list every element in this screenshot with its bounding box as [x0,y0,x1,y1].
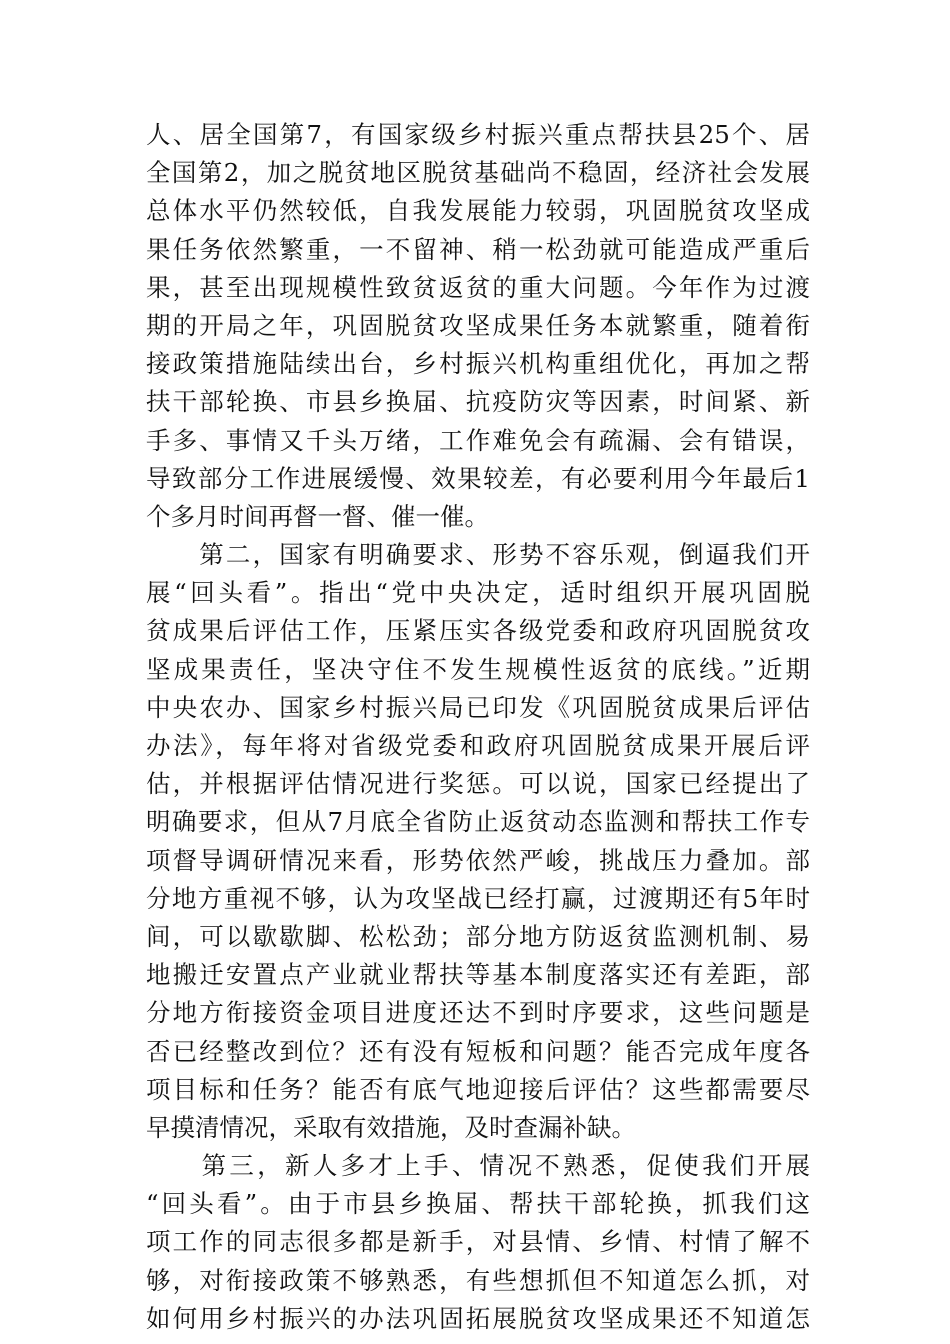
text-line: 人、居全国第7，有国家级乡村振兴重点帮扶县25个、居 [146,120,810,149]
paragraph-start-line: 第二，国家有明确要求、形势不容乐观，倒逼我们开 [146,540,810,570]
text-line: 估，并根据评估情况进行奖惩。可以说，国家已经提出了 [146,769,810,799]
text-line: 总体水平仍然较低，自我发展能力较弱，巩固脱贫攻坚成 [146,196,810,226]
text-line: 地搬迁安置点产业就业帮扶等基本制度落实还有差距，部 [146,960,810,990]
text-line: 项工作的同志很多都是新手，对县情、乡情、村情了解不 [146,1227,810,1257]
paragraph-end-line: 早摸清情况，采取有效措施，及时查漏补缺。 [146,1112,636,1142]
paragraph-start-line: 第三，新人多才上手、情况不熟悉，促使我们开展 [146,1151,810,1181]
text-line: 项目标和任务？能否有底气地迎接后评估？这些都需要尽 [146,1074,810,1104]
text-line: 手多、事情又千头万绪，工作难免会有疏漏、会有错误， [146,425,810,455]
text-line: 扶干部轮换、市县乡换届、抗疫防灾等因素，时间紧、新 [146,387,810,417]
text-line: 间，可以歇歇脚、松松劲；部分地方防返贫监测机制、易 [146,921,810,951]
text-line: “回头看”。由于市县乡换届、帮扶干部轮换，抓我们这 [146,1189,810,1219]
text-line: 导致部分工作进展缓慢、效果较差，有必要利用今年最后1 [146,463,810,493]
text-line: 办法》，每年将对省级党委和政府巩固脱贫成果开展后评 [146,731,810,760]
text-line: 全国第2，加之脱贫地区脱贫基础尚不稳固，经济社会发展 [146,158,810,188]
text-line: 展“回头看”。指出“党中央决定，适时组织开展巩固脱 [146,578,810,608]
text-line: 如何用乡村振兴的办法巩固拓展脱贫攻坚成果还不知道怎 [146,1303,810,1333]
text-line: 项督导调研情况来看，形势依然严峻，挑战压力叠加。部 [146,845,810,875]
body-text [146,116,810,1338]
text-line: 贫成果后评估工作，压紧压实各级党委和政府巩固脱贫攻 [146,616,810,646]
text-line: 接政策措施陆续出台，乡村振兴机构重组优化，再加之帮 [146,349,810,379]
paragraph-end-line: 个多月时间再督一督、催一催。 [146,501,489,531]
text-line: 果，甚至出现规模性致贫返贫的重大问题。今年作为过渡 [146,272,810,302]
text-line: 否已经整改到位？还有没有短板和问题？能否完成年度各 [146,1036,810,1066]
text-line: 期的开局之年，巩固脱贫攻坚成果任务本就繁重，随着衔 [146,310,810,340]
text-line: 够，对衔接政策不够熟悉，有些想抓但不知道怎么抓，对 [146,1265,810,1295]
text-line: 分地方重视不够，认为攻坚战已经打赢，过渡期还有5年时 [146,883,810,913]
text-line: 分地方衔接资金项目进度还达不到时序要求，这些问题是 [146,998,810,1028]
text-line: 果任务依然繁重，一不留神、稍一松劲就可能造成严重后 [146,234,810,264]
text-line: 坚成果责任，坚决守住不发生规模性返贫的底线。”近期 [146,654,810,684]
text-line: 明确要求，但从7月底全省防止返贫动态监测和帮扶工作专 [146,807,810,837]
text-line: 中央农办、国家乡村振兴局已印发《巩固脱贫成果后评估 [146,692,810,722]
